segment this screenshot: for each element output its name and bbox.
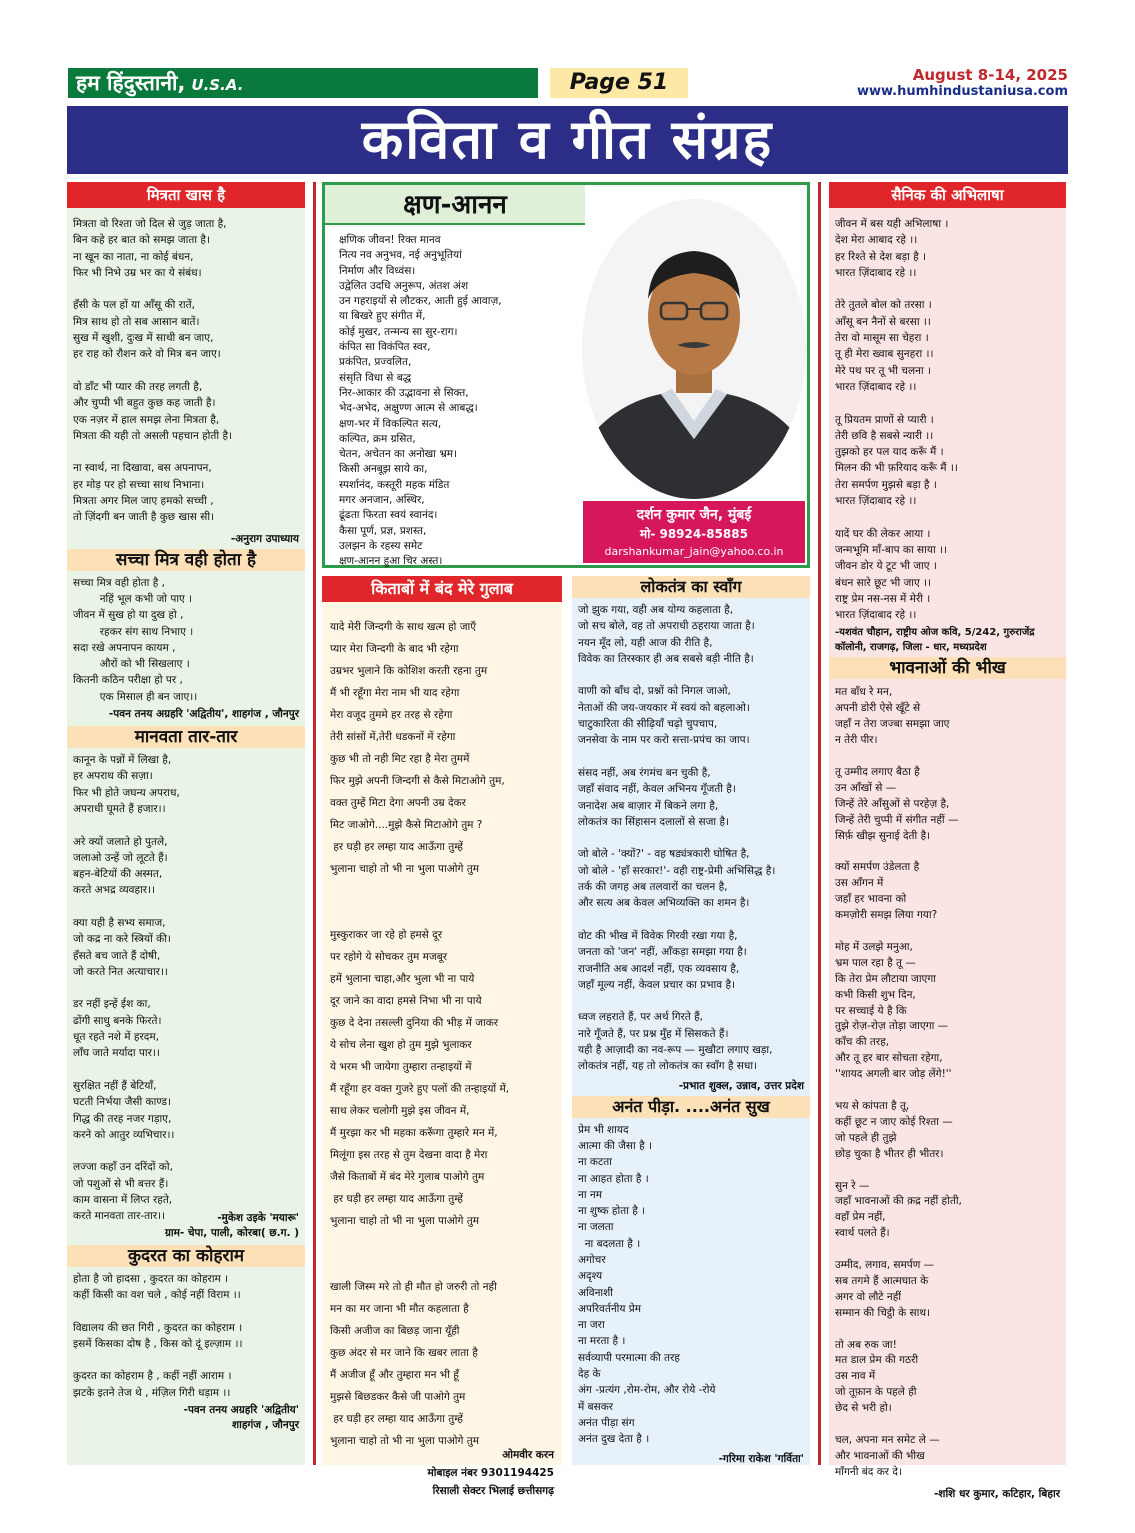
poem-title: अनंत पीड़ा. ....अनंत सुख: [572, 1096, 810, 1118]
poem-title: कुदरत का कोहराम: [67, 1245, 305, 1267]
poem-text: होता है जो हादसा , कुदरत का कोहराम । कहीं किसी का वश चले , कोई नहीं विराम ।। विद्यालय की छत गिरी , कुदरत का कोहराम । इसमें किसका दोष है , किस को दूं इल्ज़ाम ।। कुदरत का कोहराम है , कहीं नहीं आराम । झटके इतने तेज थे , मंज़िल गिरी धड़ाम ।।: [73, 1272, 243, 1399]
poem-author: -गरिमा राकेश 'गर्विता': [718, 1452, 804, 1465]
poem-title: सैनिक की अभिलाषा: [829, 182, 1066, 208]
poem-title: भावनाओं की भीख: [829, 657, 1066, 679]
poet-photo: [581, 199, 807, 499]
poem-title: मित्रता खास है: [67, 182, 305, 208]
poem-text: मत बाँध रे मन, अपनी डोरी ऐसे खूँटे से जहाँ न तेरा जज्बा समझा जाए न तेरी पीर। तू उम्मीद लगाए बैठा है उन आँखों से — जिन्हें तेरे आँसुओं से परहेज़ है, जिन्हें तेरी चुप्पी में संगीत नहीं — सिर्फ़ खीझ सुनाई देती है। क्यों समर्पण उंडेलता है उस आँगन में जहाँ हर भावना को कमज़ोरी समझ लिया गया? मोह में उलझे मनुआ, भ्रम पाल रहा है तू — कि तेरा प्रेम लौटाया जाएगा कभी किसी शुभ दिन, पर सच्चाई ये है कि तुझे रोज़-रोज़ तोड़ा जाएगा — काँच की तरह, और तू हर बार सोचता रहेगा, ''शायद अगली बार जोड़ लेंगे!'' भय से कांपता है तू, कहीं छूट न जाए कोई रिश्ता — जो पहले ही तुझे छोड़ चुका है भीतर ही भीतर। सुन रे — जहाँ भावनाओं की क़द्र नहीं होती, वहाँ प्रेम नहीं, स्वार्थ पलते हैं। उम्मीद, लगाव, समर्पण — सब तगमे हैं आत्मघात के अगर वो लौटे नहीं सम्मान की चिट्ठी के साथ। तो अब रुक जा! मत डाल प्रेम की गठरी उस नाव में जो तूफ़ान के पहले ही छेद से भरी हो। चल, अपना मन समेट ले — और भावनाओं की भीख माँगनी बंद कर दे।: [835, 686, 962, 1478]
poem-text: सच्चा मित्र वही होता है , नहिं भूल कभी जो पाए । जीवन में सुख हो या दुख हो , रहकर संग साथ निभाए । सदा रखे अपनापन कायम , औरों को भी सिखलाए । कितनी कठिन परीक्षा हो पर , एक मिसाल ही बन जाए।।: [73, 576, 198, 703]
feature-poem-text: क्षणिक जीवन! रिक्त मानव नित्य नव अनुभव, नई अनुभूतियां निर्माण और विध्वंस। उद्वेलित उदधि अनुरूप, अंतश अंश उन गहराइयों से लौटकर, आती हुई आवाज़, या बिखरे हुए संगीत में, कोई मुखर, तन्मन्य सा सुर-राग। कंपित सा विकंपित स्वर, प्रकंपित, प्रज्वलित, संसृति विधा से बद्ध निर-आकार की उद्भावना से सिक्त, भेद-अभेद, अक्षुण्ण आत्म से आबद्ध। क्षण-भर में विकल्पित सत्य, कल्पित, क्रम ग्रसित, चेतन, अचेतन का अनोखा भ्रम। किसी अनबूझ साये का, स्पर्शानंद, कस्तूरी महक मंडित मगर अनजान, अस्थिर, ढूंढता फिरता स्वयं स्वानंद। कैसा पूर्ण, प्रज्ञ, प्रशस्त, उलझन के रहस्य समेट क्षण-आनन हुआ चिर अस्त।: [339, 234, 502, 568]
middle-right-column: [572, 576, 810, 1465]
middle-left-column: [322, 576, 562, 1497]
poet-name: दर्शन कुमार जैन, मुंबई: [636, 507, 752, 523]
right-column: [829, 182, 1066, 1500]
poem-text: प्रेम भी शायद आत्मा की जैसा है । ना कटता ना आहत होता है । ना नम ना शुष्क होता है । ना जलता ना बदलता है । अगोचर अदृश्य अविनाशी अपरिवर्तनीय प्रेम ना जरा ना मरता है । सर्वव्यापी परमात्मा की तरह देह के अंग -प्रत्यंग ,रोम-रोम, और रोये -रोये में बसकर अनंत पीड़ा संग अनंत दुख देता है ।: [578, 1123, 716, 1446]
section-banner: कविता व गीत संग्रह: [67, 106, 1068, 174]
publication-title: हम हिंदुस्तानी,: [76, 71, 186, 95]
column-divider: [313, 182, 316, 1465]
poem-author: -मुकेश उइके 'मयारू' ग्राम- चेपा, पाली, कोरबा( छ.ग. ): [164, 1211, 299, 1239]
poem-text: जो झुक गया, वही अब योग्य कहलाता है, जो सच बोले, वह तो अपराधी ठहराया जाता है। नयन मूँद लो, यही आज की रीति है, विवेक का तिरस्कार ही अब सबसे बड़ी नीति है। वाणी को बाँध दो, प्रश्नों को निगल जाओ, नेताओं की जय-जयकार में स्वयं को बहलाओ। चाटुकारिता की सीढ़ियाँ चढ़ो चुपचाप, जनसेवा के नाम पर करो सत्ता-प्रपंच का जाप। संसद नहीं, अब रंगमंच बन चुकी है, जहाँ संवाद नहीं, केवल अभिनय गूँजती है। जनादेश अब बाज़ार में बिकने लगा है, लोकतंत्र का सिंहासन दलालों से सजा है। जो बोले - 'क्यों?' - वह षड्यंत्रकारी घोषित है, जो बोले - 'हाँ सरकार!'- वही राष्ट्र-प्रेमी अभिसिद्ध है। तर्क की जगह अब तलवारों का चलन है, और सत्य अब केवल अभिव्यक्ति का शमन है। वोट की भीख में विवेक गिरवी रखा गया है, जनता को 'जन' नहीं, आँकड़ा समझा गया है। राजनीति अब आदर्श नहीं, एक व्यवसाय है, जहाँ मूल्य नहीं, केवल प्रचार का प्रभाव है। ध्वज लहराते हैं, पर अर्थ गिरते हैं, नारे गूँजते हैं, पर प्रश्न मुँह में सिसकते हैं। यही है आज़ादी का नव-रूप — मुखौटा लगाए खड़ा, लोकतंत्र नहीं, यह तो लोकतंत्र का स्वाँग है सधा।: [578, 604, 776, 1073]
feature-poem-box: [322, 182, 810, 568]
poet-card: [583, 501, 805, 563]
poem-text: जीवन में बस यही अभिलाषा । देश मेरा आबाद रहे ।। हर रिश्ते से देश बड़ा है । भारत ज़िंदाबाद रहे ।। तेरे तुतले बोल को तरसा । आँसू बन नैनों से बरसा ।। तेरा वो मासूम सा चेहरा । तू ही मेरा ख्वाब सुनहरा ।। मेरे पथ पर तू भी चलना । भारत ज़िंदाबाद रहे ।। तू प्रियतम प्राणों से प्यारी । तेरी छवि है सबसे न्यारी ।। तुझको हर पल याद करूँ मैं । मिलन की भी फ़रियाद करूँ मैं ।। तेरा समर्पण मुझसे बड़ा है । भारत ज़िंदाबाद रहे ।। यादें घर की लेकर आया । जन्मभूमि माँ-बाप का साया ।। जीवन डोर ये टूट भी जाए । बंधन सारे छूट भी जाए ।। राष्ट्र प्रेम नस-नस में मेरी । भारत ज़िंदाबाद रहे ।।: [835, 218, 958, 622]
poem-author: -अनुराग उपाध्याय: [230, 532, 299, 545]
poem-title: सच्चा मित्र वही होता है: [67, 549, 305, 571]
poem-author: -प्रभात शुक्ल, उन्नाव, उत्तर प्रदेश: [678, 1079, 804, 1092]
website-link[interactable]: www.humhindustaniusa.com: [856, 84, 1068, 99]
poem-title: लोकतंत्र का स्वाँग: [572, 576, 810, 598]
publication-region: U.S.A.: [191, 76, 244, 94]
page-number: Page 51: [546, 68, 688, 98]
poem-author: -पवन तनय अग्रहरि 'अद्वितीय' शाहगंज , जौनपुर: [183, 1404, 299, 1431]
poem-author: -पवन तनय अग्रहरि 'अद्वितीय', शाहगंज , जौनपुर: [108, 708, 299, 721]
poem-author: -शशि धर कुमार, कटिहार, बिहार: [933, 1487, 1060, 1500]
publication-name: [68, 68, 538, 98]
feature-title: क्षण-आनन: [325, 185, 585, 225]
issue-date: August 8-14, 2025: [912, 66, 1068, 84]
poet-mobile: मो- 98924-85885: [640, 527, 748, 541]
issue-info: [857, 66, 1068, 100]
column-divider: [818, 182, 821, 1465]
poem-text: मित्रता वो रिश्ता जो दिल से जुड़ जाता है, बिन कहे हर बात को समझ जाता है। ना खून का नाता, ना कोई बंधन, फिर भी निभे उम्र भर का ये संबंध। हँसी के पल हों या आँसू की रातें, मित्र साथ हो तो सब आसान बातें। सुख में खुशी, दुःख में साथी बन जाए, हर राह को रौशन करे वो मित्र बन जाए। वो डाँट भी प्यार की तरह लगती है, और चुप्पी भी बहुत कुछ कह जाती है। एक नज़र में हाल समझ लेना मित्रता है, मित्रता की यही तो असली पहचान होती है। ना स्वार्थ, ना दिखावा, बस अपनापन, हर मोड़ पर हो सच्चा साथ निभाना। मित्रता अगर मिल जाए हमको सच्ची , तो ज़िंदगी बन जाती है कुछ खास सी।: [73, 218, 233, 524]
poem-title: मानवता तार-तार: [67, 726, 305, 748]
poem-author: -यशवंत चौहान, राष्ट्रीय ओज कवि, 5/242, गुरुराजेंद्र कॉलोनी, राजगढ़, जिला - धार, मध्यप्रदेश: [835, 627, 1039, 654]
poem-text: कानून के पन्नों में लिखा है, हर अपराध की सज़ा। फिर भी होते जघन्य अपराध, अपराधी घूमते हैं हजार।। अरे क्यों जलाते हो पुतले, जलाओ उन्हें जो लूटते हैं। बहन-बेटियों की अस्मत, करते अभद्र व्यवहार।। क्या यही है सभ्य समाज, जो कद्र ना करे स्त्रियों की। हँसते बच जाते हैं दोषी, जो करते नित अत्याचार।। डर नहीं इन्हें ईश का, ढोंगी साधु बनके फिरते। धूत रहते नशे में हरदम, लाँघ जाते मर्यादा पार।। सुरक्षित नहीं हैं बेटियाँ, घटती निर्भया जैसी काण्ड। गिद्ध की तरह नजर गड़ाए, करने को आतुर व्यभिचार।। लज्जा कहाँ उन दरिंदों को, जो पशुओं से भी बत्तर हैं। काम वासना में लिप्त रहते, करते मानवता तार-तार।।: [73, 754, 180, 1223]
poem-title: किताबों में बंद मेरे गुलाब: [322, 576, 562, 602]
left-column: [67, 182, 305, 1465]
poem-author: ओमवीर करन मोबाइल नंबर 9301194425 रिसाली सेक्टर भिलाई छत्तीसगढ़: [427, 1449, 554, 1497]
poem-text: यादे मेरी जिन्दगी के साथ खत्म हो जाएँ प्यार मेरा जिन्दगी के बाद भी रहेगा उम्रभर भुलाने कि कोशिश करती रहना तुम मैं भी रहूँगा मेरा नाम भी याद रहेगा मेरा वजूद तुममे हर तरह से रहेगा तेरी सांसों में,तेरी धडकनों में रहेगा कुछ भी तो नही मिट रहा है मेरा तुममें फिर मुझे अपनी जिन्दगी से कैसे मिटाओगे तुम, वक्त तुम्हें मिटा देगा अपनी उम्र देकर मिट जाओगे....मुझे कैसे मिटाओगे तुम ? हर घड़ी हर लम्हा याद आऊँगा तुम्हें भुलाना चाहो तो भी ना भुला पाओगे तुम मुस्कुराकर जा रहे हो हमसे दूर पर रहोगे ये सोचकर तुम मजबूर हमें भुलाना चाहा,और भुला भी ना पाये दूर जाने का वादा हमसे निभा भी ना पाये कुछ दे देना तसल्ली दुनिया की भीड़ में जाकर ये सोच लेना खुश हो तुम मुझे भुलाकर ये भरम भी जायेगा तुम्हारा तन्हाइयों में मैं रहूँगा हर वक्त गुजरे हुए पलों की तन्हाइयों में, साथ लेकर चलोगी मुझे इस जीवन में, मैं मुरझा कर भी महका करूँगा तुम्हारे मन में, मिलूंगा इस तरह से तुम देखना वादा है मेरा जैसे किताबों में बंद मेरे गुलाब पाओगे तुम हर घड़ी हर लम्हा याद आऊँगा तुम्हें भुलाना चाहो तो भी ना भुला पाओगे तुम खाली जिस्म मरे तो ही मौत हो जरुरी तो नही मन का मर जाना भी मौत कहलाता है किसी अजीज का बिछड़ जाना यूँही कुछ अंदर से मर जाने कि खबर लाता है मैं अजीज हूँ और तुम्हारा मन भी हूँ मुझसे बिछडकर कैसे जी पाओगे तुम हर घड़ी हर लम्हा याद आऊँगा तुम्हें भुलाना चाहो तो भी ना भुला पाओगे तुम: [330, 621, 510, 1447]
masthead: [68, 68, 688, 98]
poet-email[interactable]: darshankumar_jain@yahoo.co.in: [604, 545, 784, 558]
